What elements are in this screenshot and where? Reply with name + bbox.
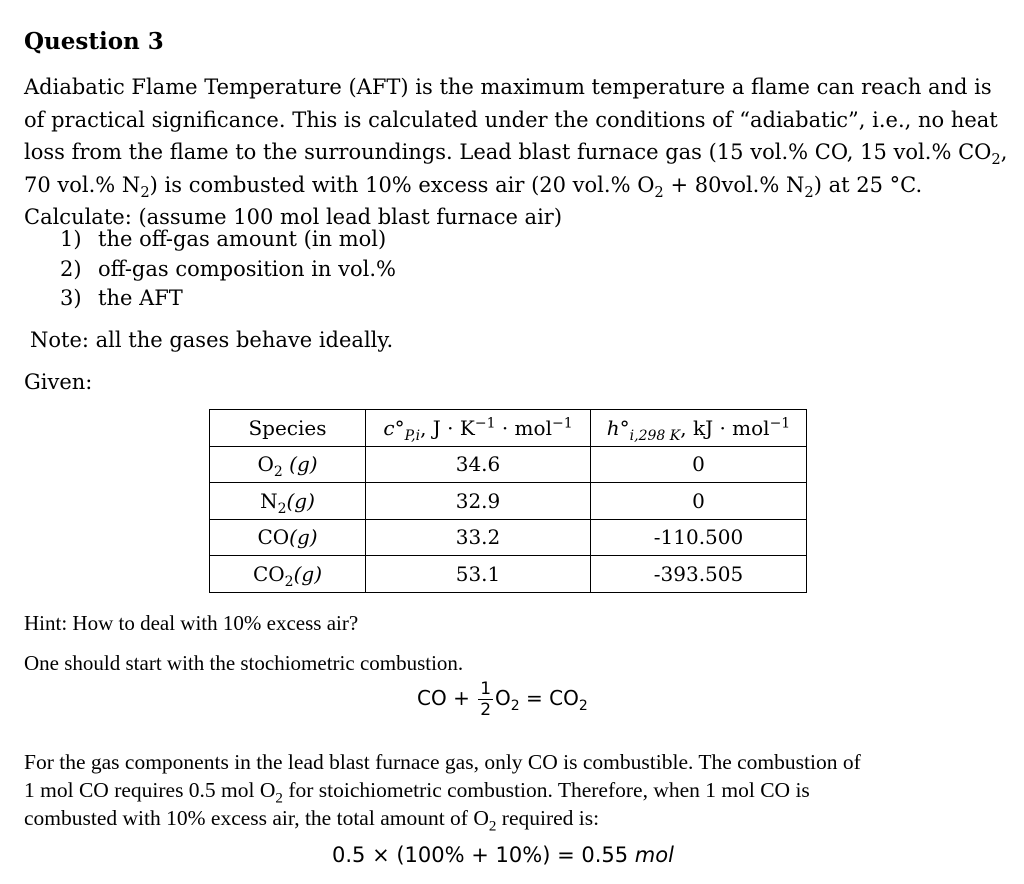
enthalpy-cell: -110.500 <box>591 519 807 556</box>
combustion-equation: CO + $\frac{1}{2}$ $O_2 = CO_2$ <box>417 679 588 720</box>
table-header-row <box>210 410 807 447</box>
explanation-paragraph <box>24 748 861 835</box>
enthalpy-cell: -393.505 <box>591 556 807 593</box>
fraction-half: $\frac{1}{2}$ <box>480 679 492 720</box>
list-item: 2) off-gas composition in vol.% <box>60 256 396 281</box>
header-enthalpy: $h^\circ_{i,298 K}$, kJ · mol$^{-1}$ <box>591 410 807 447</box>
given-label: Given: <box>24 370 93 394</box>
intro-line-1: Adiabatic Flame Temperature (AFT) is the maximum temperature a flame can reach and is <box>24 75 992 99</box>
table-row <box>210 519 807 556</box>
hint-text: Hint: How to deal with 10% excess air? <box>24 611 359 635</box>
list-item: 3) the AFT <box>60 286 183 310</box>
task-list <box>60 225 396 314</box>
table-row <box>210 483 807 520</box>
intro-paragraph <box>24 71 1009 234</box>
cp-cell: 32.9 <box>366 483 591 520</box>
start-text: One should start with the stochiometric combustion. <box>24 651 464 675</box>
species-cell: $N_2(g)$ <box>210 483 366 520</box>
enthalpy-cell: 0 <box>591 483 807 520</box>
species-cell: $CO_2(g)$ <box>210 556 366 593</box>
final-equation: 0.5 × (100% + 10%) = 0.55 mol <box>332 843 674 867</box>
species-table <box>209 409 807 593</box>
intro-line-5: Calculate: (assume 100 mol lead blast furnace air) <box>24 205 563 229</box>
species-cell: $O_2$ (g) <box>210 446 366 483</box>
cp-cell: 34.6 <box>366 446 591 483</box>
species-cell: CO(g) <box>210 519 366 556</box>
note-text: Note: all the gases behave ideally. <box>30 328 394 352</box>
explanation-line-2: 1 mol CO requires 0.5 mol $O_2$ for stoichiometric combustion. Therefore, when 1 mol CO is <box>24 778 810 807</box>
list-item: 1) the off-gas amount (in mol) <box>60 227 387 251</box>
cp-cell: 33.2 <box>366 519 591 556</box>
intro-line-4: 70 vol.% $N_2$) is combusted with 10% excess air (20 vol.% $O_2 + 80vol.\%$ $N_2$) at 25 °C. <box>24 172 923 201</box>
header-species: Species <box>210 410 366 447</box>
header-cp: $c^\circ_{P,i}$, $J \cdot K^{-1} \cdot mol^{-1}$ <box>366 410 591 447</box>
enthalpy-cell: 0 <box>591 446 807 483</box>
intro-line-2: of practical significance. This is calculated under the conditions of “adiabatic”, i.e., no heat <box>24 107 998 132</box>
cp-cell: 53.1 <box>366 556 591 593</box>
explanation-line-1: For the gas components in the lead blast furnace gas, only CO is combustible. The combustion of <box>24 750 861 774</box>
table-row <box>210 556 807 593</box>
explanation-line-3: combusted with 10% excess air, the total amount of $O_2$ required is: <box>24 806 600 835</box>
table-row <box>210 446 807 483</box>
intro-line-3: loss from the flame to the surroundings. Lead blast furnace gas (15 vol.% CO, 15 vol.% $CO_2$, <box>24 140 1008 169</box>
question-title: Question 3 <box>24 28 164 55</box>
